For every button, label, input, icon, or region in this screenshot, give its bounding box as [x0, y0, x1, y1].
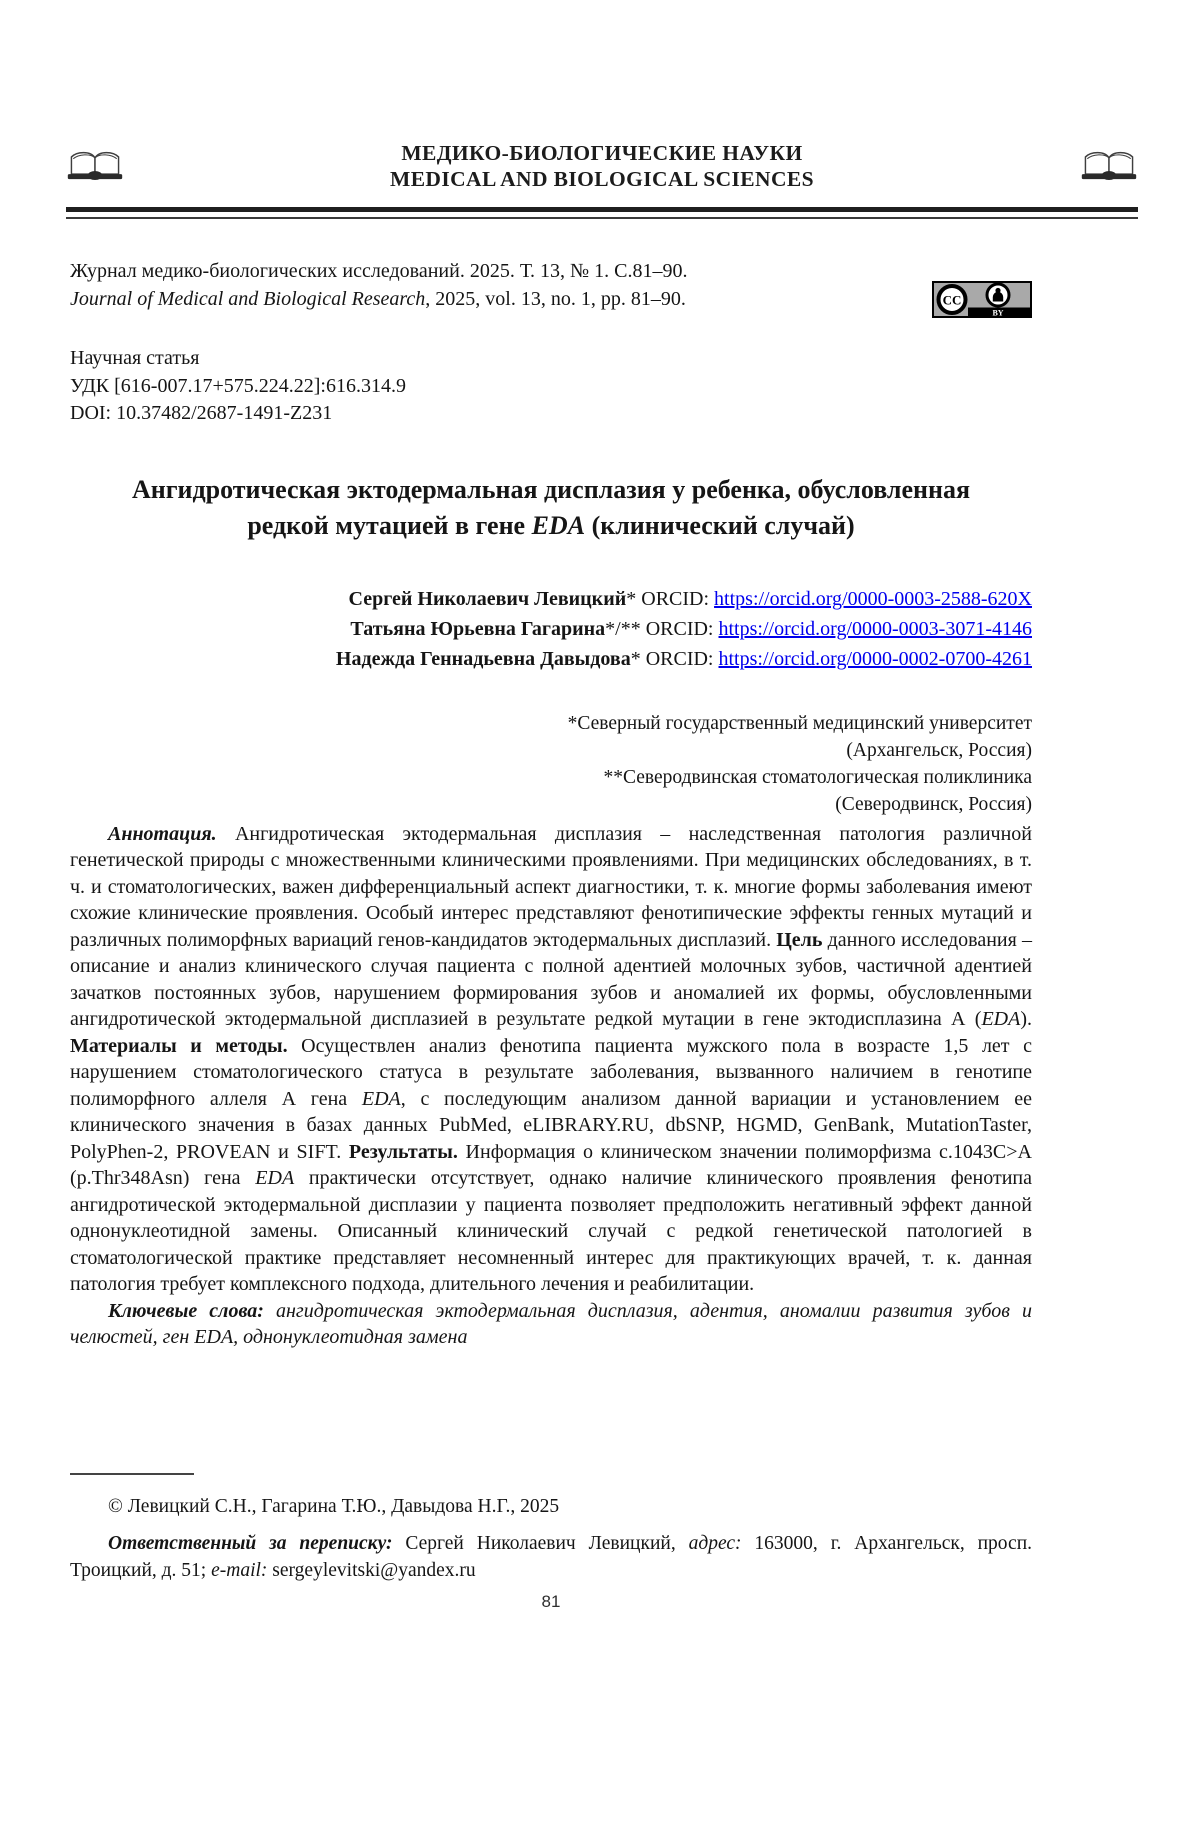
abstract-text: данного исследования – описание и анализ клинического случая пациента с полной адентией молочных зубов, частичной адентией зачатков постоянных зубов, нарушением формирования зубов и аномалией их формы, обусловленными ангидротической эктодермальной дисплазией в результате редкой мутации в гене эктодисплазина А ( — [70, 928, 1032, 1030]
citation-en-rest: , 2025, vol. 13, no. 1, pp. 81–90. — [425, 288, 686, 310]
orcid-link[interactable]: https://orcid.org/0000-0002-0700-4261 — [718, 647, 1032, 670]
citation-en — [70, 285, 687, 313]
abstract-text: , с последующим анализом данной вариации и установлением ее клинического значения в базах данных PubMed, eLIBRARY.RU, dbSNP, HGMD, GenBank, MutationTaster, PolyPhen-2, PROVEAN и SIFT. — [70, 1087, 1032, 1163]
abstract-text: ). — [1020, 1008, 1032, 1030]
abstract-text: практически отсутствует, однако наличие клинического проявления фенотипа ангидротической эктодермальной дисплазии у пациента позволяет предположить негативный эффект данной однонуклеотидной замены. Описанный клинический случай с редкой генетической патологией в стоматологической практике представляет несомненный интерес для практикующих врачей, т. к. данная патология требует комплексного подхода, длительного лечения и реабилитации. — [70, 1167, 1033, 1295]
correspondence-text: 163000, г. Архангельск, просп. Троицкий, д. 51; — [70, 1533, 1033, 1581]
email-value: sergeylevitski@yandex.ru — [267, 1560, 476, 1581]
citation-en-journal-title: Journal of Medical and Biological Research — [70, 288, 426, 310]
doi: DOI: 10.37482/2687-1491-Z231 — [70, 402, 333, 424]
authors-list — [70, 584, 1032, 674]
open-book-icon — [66, 146, 124, 186]
abstract-text: Информация о клиническом значении полиморфизма c.1043C>A (p.Thr348Asn) гена — [70, 1140, 1032, 1189]
correspondence-label: Ответственный за переписку: — [108, 1533, 393, 1554]
abstract-text: Осуществлен анализ фенотипа пациента мужского пола в возрасте 1,5 лет с нарушением стоматологического статуса в результате заболевания, вызванного наличием в генотипе полиморфного аллеля А гена — [70, 1034, 1032, 1110]
author-name: Татьяна Юрьевна Гагарина — [350, 617, 606, 640]
correspondence-paragraph — [70, 1530, 1032, 1584]
keywords-label: Ключевые слова: — [108, 1299, 264, 1322]
orcid-link[interactable]: https://orcid.org/0000-0003-3071-4146 — [718, 617, 1032, 640]
header-divider — [66, 207, 1138, 219]
footnote-divider — [70, 1473, 194, 1475]
author-line — [70, 584, 1032, 614]
journal-header — [66, 140, 1138, 192]
abstract-label: Аннотация. — [108, 822, 217, 845]
affiliation-line: (Северодвинск, Россия) — [835, 793, 1032, 815]
affiliation-line: *Северный государственный медицинский университет — [567, 712, 1032, 734]
footnote-block — [70, 1473, 1032, 1584]
journal-section-title-ru: МЕДИКО-БИОЛОГИЧЕСКИЕ НАУКИ — [401, 141, 803, 165]
journal-article-page — [0, 140, 1200, 1837]
keywords-text: ангидротическая эктодермальная дисплазия, адентия, аномалии развития зубов и челюстей, ген EDA, однонуклеотидная замена — [70, 1299, 1032, 1348]
affiliation-marks: * — [630, 647, 641, 670]
gene-symbol: EDA — [361, 1087, 401, 1110]
article-title-line2-pre: редкой мутацией в гене — [247, 510, 532, 540]
abstract-methods-label: Материалы и методы. — [70, 1034, 288, 1057]
gene-symbol: EDA — [531, 510, 586, 540]
article-type: Научная статья — [70, 347, 200, 369]
email-label: e-mail: — [211, 1560, 268, 1581]
article-title — [70, 472, 1032, 544]
citation-block — [70, 257, 1032, 323]
journal-section-title-en: MEDICAL AND BIOLOGICAL SCIENCES — [390, 167, 814, 191]
orcid-label: ORCID: — [640, 647, 719, 670]
gene-symbol: EDA — [981, 1008, 1021, 1030]
author-name: Сергей Николаевич Левицкий — [348, 587, 627, 610]
by-attribution-icon: BY — [992, 308, 1004, 318]
gene-symbol: EDA — [255, 1167, 295, 1189]
abstract-paragraph — [70, 821, 1032, 1298]
copyright-line: © Левицкий С.Н., Гагарина Т.Ю., Давыдова Н.Г., 2025 — [108, 1496, 560, 1517]
affiliations-list — [70, 710, 1032, 818]
orcid-label: ORCID: — [640, 617, 719, 640]
article-meta — [70, 345, 1032, 428]
journal-section-titles — [124, 140, 1080, 192]
orcid-label: ORCID: — [636, 587, 715, 610]
page-number: 81 — [541, 1592, 561, 1611]
author-name: Надежда Геннадьевна Давыдова — [335, 647, 631, 670]
article-title-line2-post: (клинический случай) — [585, 510, 855, 540]
abstract-results-label: Результаты. — [348, 1140, 458, 1163]
address-label: адрес: — [688, 1533, 742, 1554]
cc-icon: CC — [942, 292, 962, 308]
author-line — [70, 644, 1032, 674]
orcid-link[interactable]: https://orcid.org/0000-0003-2588-620X — [714, 587, 1032, 610]
affiliation-line: (Архангельск, Россия) — [846, 739, 1032, 761]
udk-code: УДК [616-007.17+575.224.22]:616.314.9 — [70, 374, 406, 397]
abstract-goal-label: Цель — [776, 928, 823, 951]
keywords-paragraph — [70, 1298, 1032, 1351]
open-book-icon — [1080, 146, 1138, 186]
citation-ru: Журнал медико-биологических исследований. 2025. Т. 13, № 1. С.81–90. — [70, 260, 688, 282]
abstract-text: Ангидротическая эктодермальная дисплазия – наследственная патология различной генетической природы с множественными клиническими проявлениями. При медицинских обследованиях, в т. ч. и стоматологических, важен дифференциальный аспект диагностики, т. к. многие формы заболевания имеют схожие клинические проявления. Особый интерес представляют фенотипические эффекты генных мутаций и различных полиморфных вариаций генов-кандидатов эктодермальных дисплазий. — [70, 822, 1032, 951]
author-line — [70, 614, 1032, 644]
correspondence-text: Сергей Николаевич Левицкий, — [392, 1533, 689, 1554]
affiliation-marks: */** — [605, 617, 641, 640]
affiliation-line: **Северодвинская стоматологическая поликлиника — [603, 766, 1032, 788]
article-title-line1: Ангидротическая эктодермальная дисплазия у ребенка, обусловленная — [131, 474, 971, 504]
cc-by-license-badge — [932, 281, 1032, 323]
affiliation-marks: * — [626, 587, 637, 610]
